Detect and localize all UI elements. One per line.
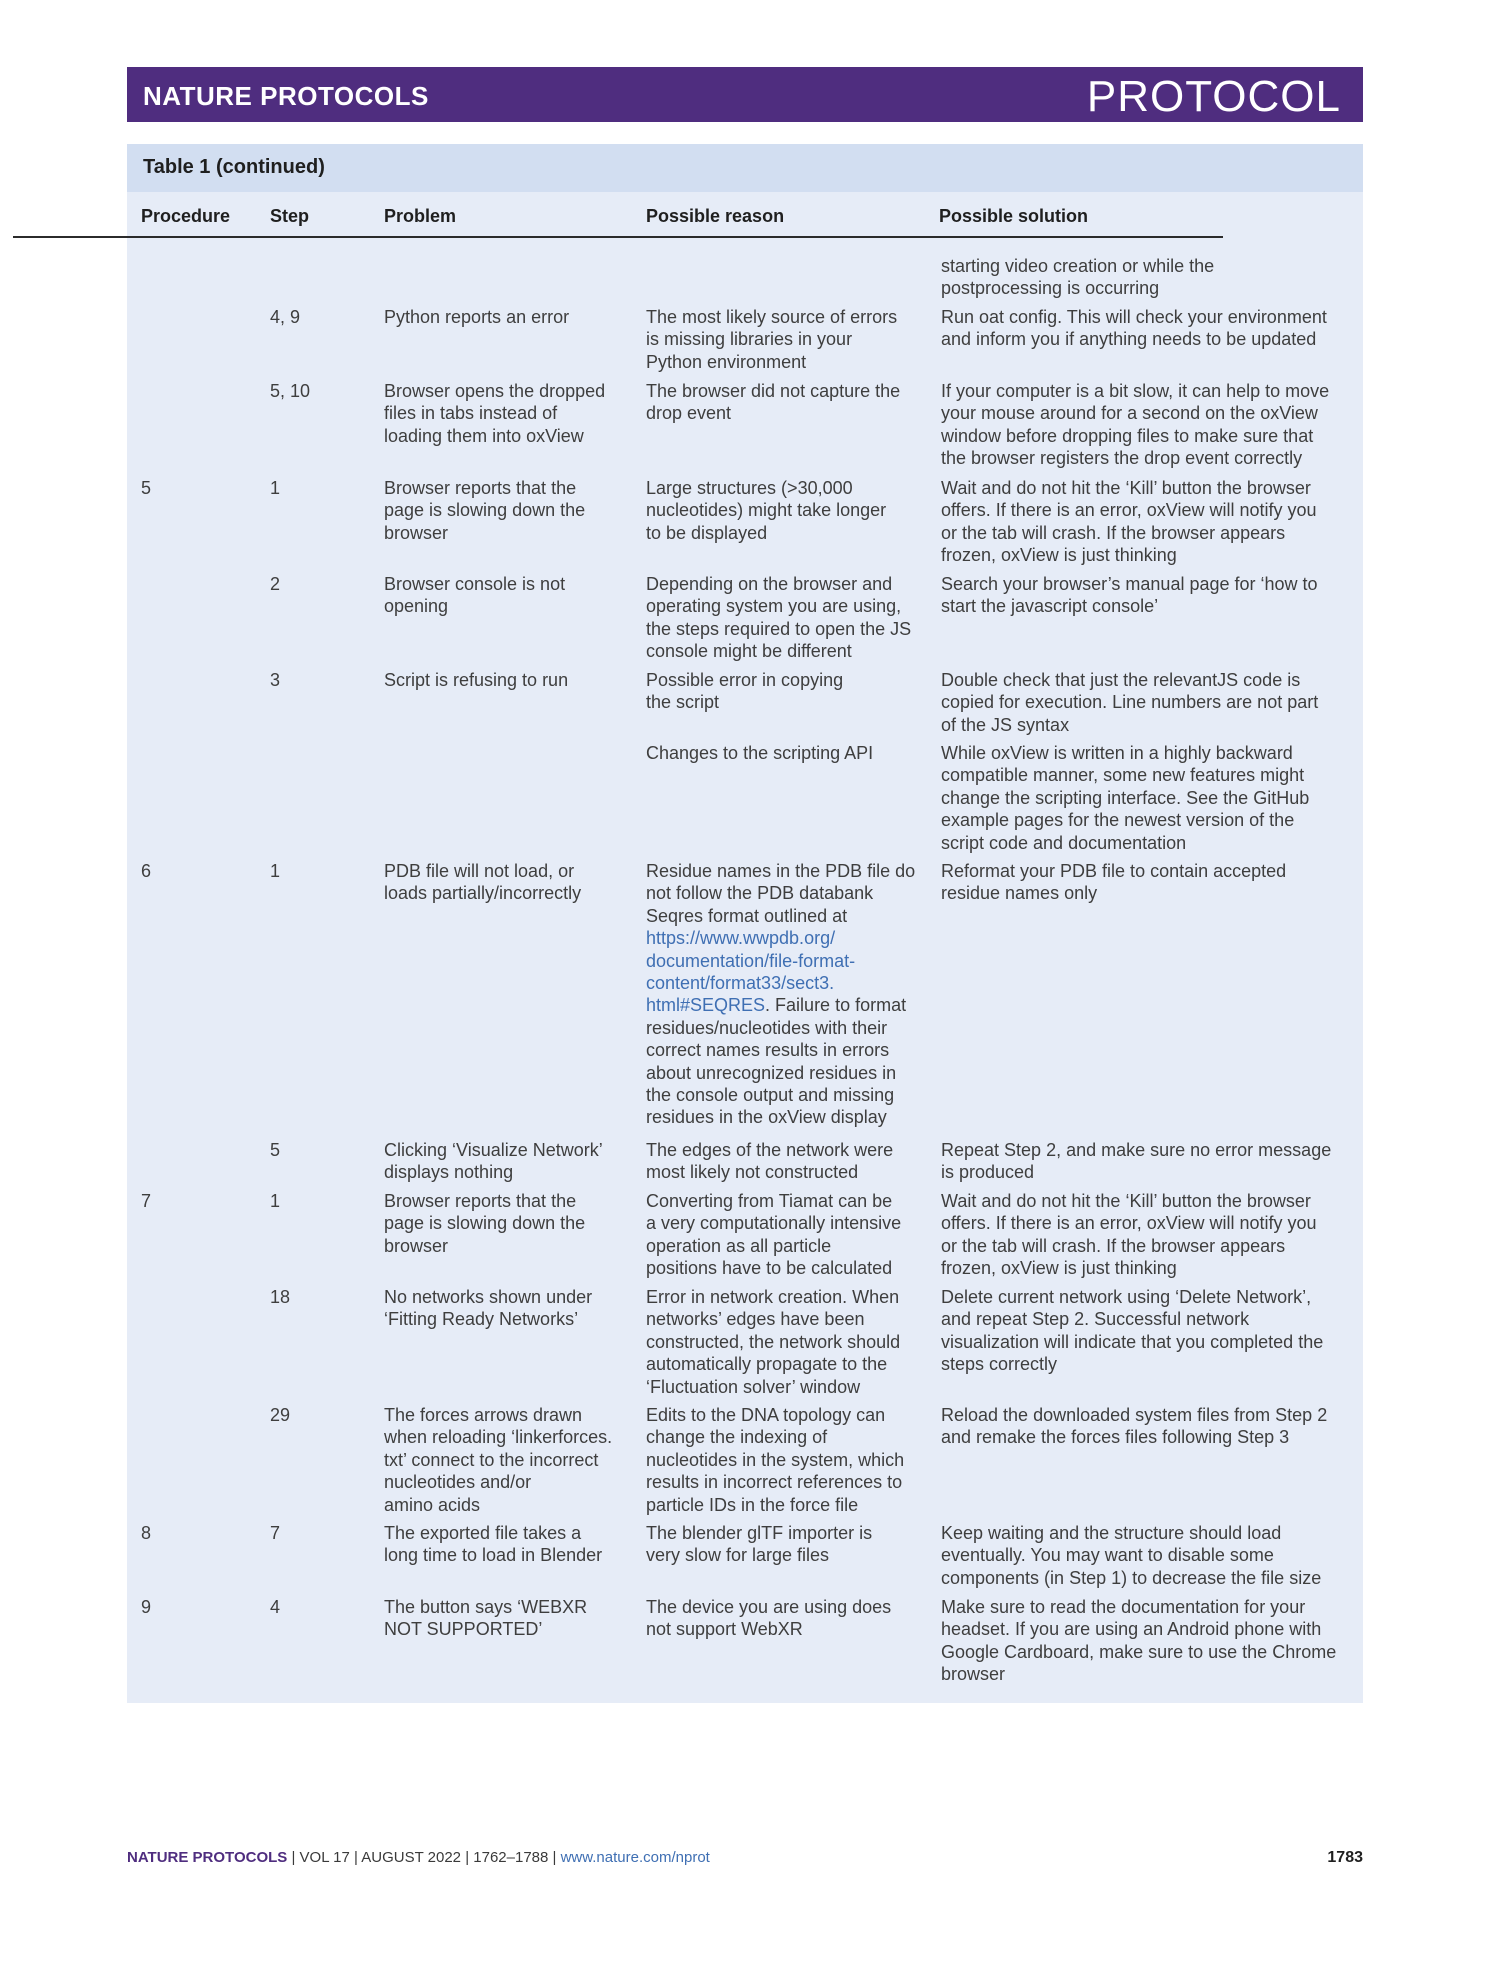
cell-reason: The device you are using does not support WebXR (646, 1597, 892, 1640)
cell-step: 5 (270, 1140, 281, 1160)
cell-procedure: 8 (141, 1523, 152, 1543)
footer-url-link[interactable]: www.nature.com/nprot (560, 1849, 710, 1866)
cell-problem: No networks shown under ‘Fitting Ready Networks’ (384, 1287, 593, 1330)
footer-separator: | (461, 1849, 474, 1866)
cell-step: 29 (270, 1405, 291, 1425)
cell-problem: Browser console is not opening (384, 574, 566, 617)
cell-reason: The blender glTF importer is very slow for large files (646, 1523, 873, 1566)
cell-reason (646, 860, 936, 1129)
cell-reason: Possible error in copying the script (646, 670, 844, 713)
seqres-format-link[interactable]: https://www.wwpdb.org/ documentation/file-format- content/format33/sect3. html#SEQRES (646, 928, 856, 1016)
cell-problem: Script is refusing to run (384, 670, 569, 690)
cell-problem: The forces arrows drawn when reloading ‘linkerforces. txt’ connect to the incorrect nucleotides and/or amino acids (384, 1405, 613, 1515)
footer-separator: | (287, 1849, 300, 1866)
table-caption-text: Table 1 (continued) (143, 156, 325, 178)
footer-separator: | (548, 1849, 561, 1866)
page-footer (127, 1849, 1363, 1866)
cell-step: 1 (270, 478, 281, 498)
cell-problem: Browser opens the dropped files in tabs instead of loading them into oxView (384, 381, 606, 446)
footer-date: AUGUST 2022 (361, 1849, 462, 1866)
cell-procedure: 5 (141, 478, 152, 498)
cell-solution: If your computer is a bit slow, it can help to move your mouse around for a second on the oxView window before dropping files to make sure that the browser registers the drop event correctly (941, 381, 1330, 469)
header-bar (127, 67, 1363, 122)
cell-reason: Depending on the browser and operating system you are using, the steps required to open the JS console might be different (646, 574, 912, 662)
cell-step: 7 (270, 1523, 281, 1543)
column-header-reason: Possible reason (646, 206, 785, 226)
cell-step: 1 (270, 861, 281, 881)
cell-solution: Delete current network using ‘Delete Network’, and repeat Step 2. Successful network visualization will indicate that you completed the steps correctly (941, 1287, 1324, 1375)
cell-solution: Double check that just the relevantJS code is copied for execution. Line numbers are not part of the JS syntax (941, 670, 1319, 735)
column-header-solution: Possible solution (939, 206, 1089, 226)
cell-problem: The exported file takes a long time to load in Blender (384, 1523, 603, 1566)
cell-reason: Edits to the DNA topology can change the indexing of nucleotides in the system, which results in incorrect references to particle IDs in the force file (646, 1405, 905, 1515)
footer-journal: NATURE PROTOCOLS (127, 1849, 288, 1866)
cell-problem: The button says ‘WEBXR NOT SUPPORTED’ (384, 1597, 588, 1640)
cell-step: 1 (270, 1191, 281, 1211)
cell-reason: Converting from Tiamat can be a very computationally intensive operation as all particle positions have to be calculated (646, 1191, 902, 1279)
table-header-row (127, 192, 1363, 238)
footer-separator: | (349, 1849, 362, 1866)
cell-problem: Clicking ‘Visualize Network’ displays nothing (384, 1140, 603, 1183)
cell-step: 3 (270, 670, 281, 690)
cell-solution: starting video creation or while the postprocessing is occurring (941, 256, 1215, 299)
header-rule (13, 236, 1223, 238)
cell-step: 2 (270, 574, 281, 594)
cell-reason: The edges of the network were most likely not constructed (646, 1140, 894, 1183)
column-header-procedure: Procedure (141, 206, 231, 226)
cell-solution: While oxView is written in a highly backward compatible manner, some new features might change the scripting interface. See the GitHub example pages for the newest version of the script code and documentation (941, 743, 1310, 853)
reason-text-post: . Failure to format residues/nucleotides with their correct names results in errors about unrecognized residues in the console output and missing residues in the oxView display (646, 995, 907, 1128)
cell-solution: Wait and do not hit the ‘Kill’ button the browser offers. If there is an error, oxView will notify you or the tab will crash. If the browser appears frozen, oxView is just thinking (941, 478, 1317, 566)
cell-problem: Python reports an error (384, 307, 570, 327)
cell-solution: Make sure to read the documentation for your headset. If you are using an Android phone with Google Cardboard, make sure to use the Chrome browser (941, 1597, 1337, 1685)
cell-solution: Keep waiting and the structure should load eventually. You may want to disable some components (in Step 1) to decrease the file size (941, 1523, 1322, 1588)
cell-solution: Reformat your PDB file to contain accepted residue names only (941, 861, 1287, 904)
cell-step: 4, 9 (270, 307, 301, 327)
article-type: PROTOCOL (1086, 72, 1341, 121)
journal-name: NATURE PROTOCOLS (143, 81, 429, 111)
reason-text-pre: Residue names in the PDB file do not follow the PDB databank Seqres format outlined at (646, 861, 916, 926)
cell-procedure: 9 (141, 1597, 152, 1617)
cell-solution: Repeat Step 2, and make sure no error message is produced (941, 1140, 1332, 1183)
cell-reason: Error in network creation. When networks’ edges have been constructed, the network should automatically propagate to the ‘Fluctuation solver’ window (646, 1287, 901, 1397)
cell-reason: Large structures (>30,000 nucleotides) might take longer to be displayed (646, 478, 887, 543)
cell-step: 5, 10 (270, 381, 311, 401)
column-header-step: Step (270, 206, 310, 226)
cell-solution: Wait and do not hit the ‘Kill’ button the browser offers. If there is an error, oxView will notify you or the tab will crash. If the browser appears frozen, oxView is just thinking (941, 1191, 1317, 1279)
page-number: 1783 (1327, 1849, 1363, 1866)
footer-pages: 1762–1788 (473, 1849, 549, 1866)
cell-problem: Browser reports that the page is slowing down the browser (384, 478, 586, 543)
table-caption (127, 144, 1363, 192)
cell-solution: Search your browser’s manual page for ‘how to start the javascript console’ (941, 574, 1318, 617)
cell-procedure: 7 (141, 1191, 152, 1211)
column-header-problem: Problem (384, 206, 457, 226)
footer-volume: VOL 17 (299, 1849, 350, 1866)
cell-problem: Browser reports that the page is slowing down the browser (384, 1191, 586, 1256)
cell-step: 4 (270, 1597, 281, 1617)
cell-reason: Changes to the scripting API (646, 743, 874, 763)
cell-reason: The browser did not capture the drop event (646, 381, 901, 424)
cell-reason: The most likely source of errors is missing libraries in your Python environment (646, 307, 898, 372)
cell-solution: Run oat config. This will check your environment and inform you if anything needs to be updated (941, 307, 1327, 350)
cell-solution: Reload the downloaded system files from Step 2 and remake the forces files following Step 3 (941, 1405, 1328, 1448)
cell-step: 18 (270, 1287, 291, 1307)
cell-problem: PDB file will not load, or loads partially/incorrectly (384, 861, 582, 904)
cell-procedure: 6 (141, 861, 152, 881)
